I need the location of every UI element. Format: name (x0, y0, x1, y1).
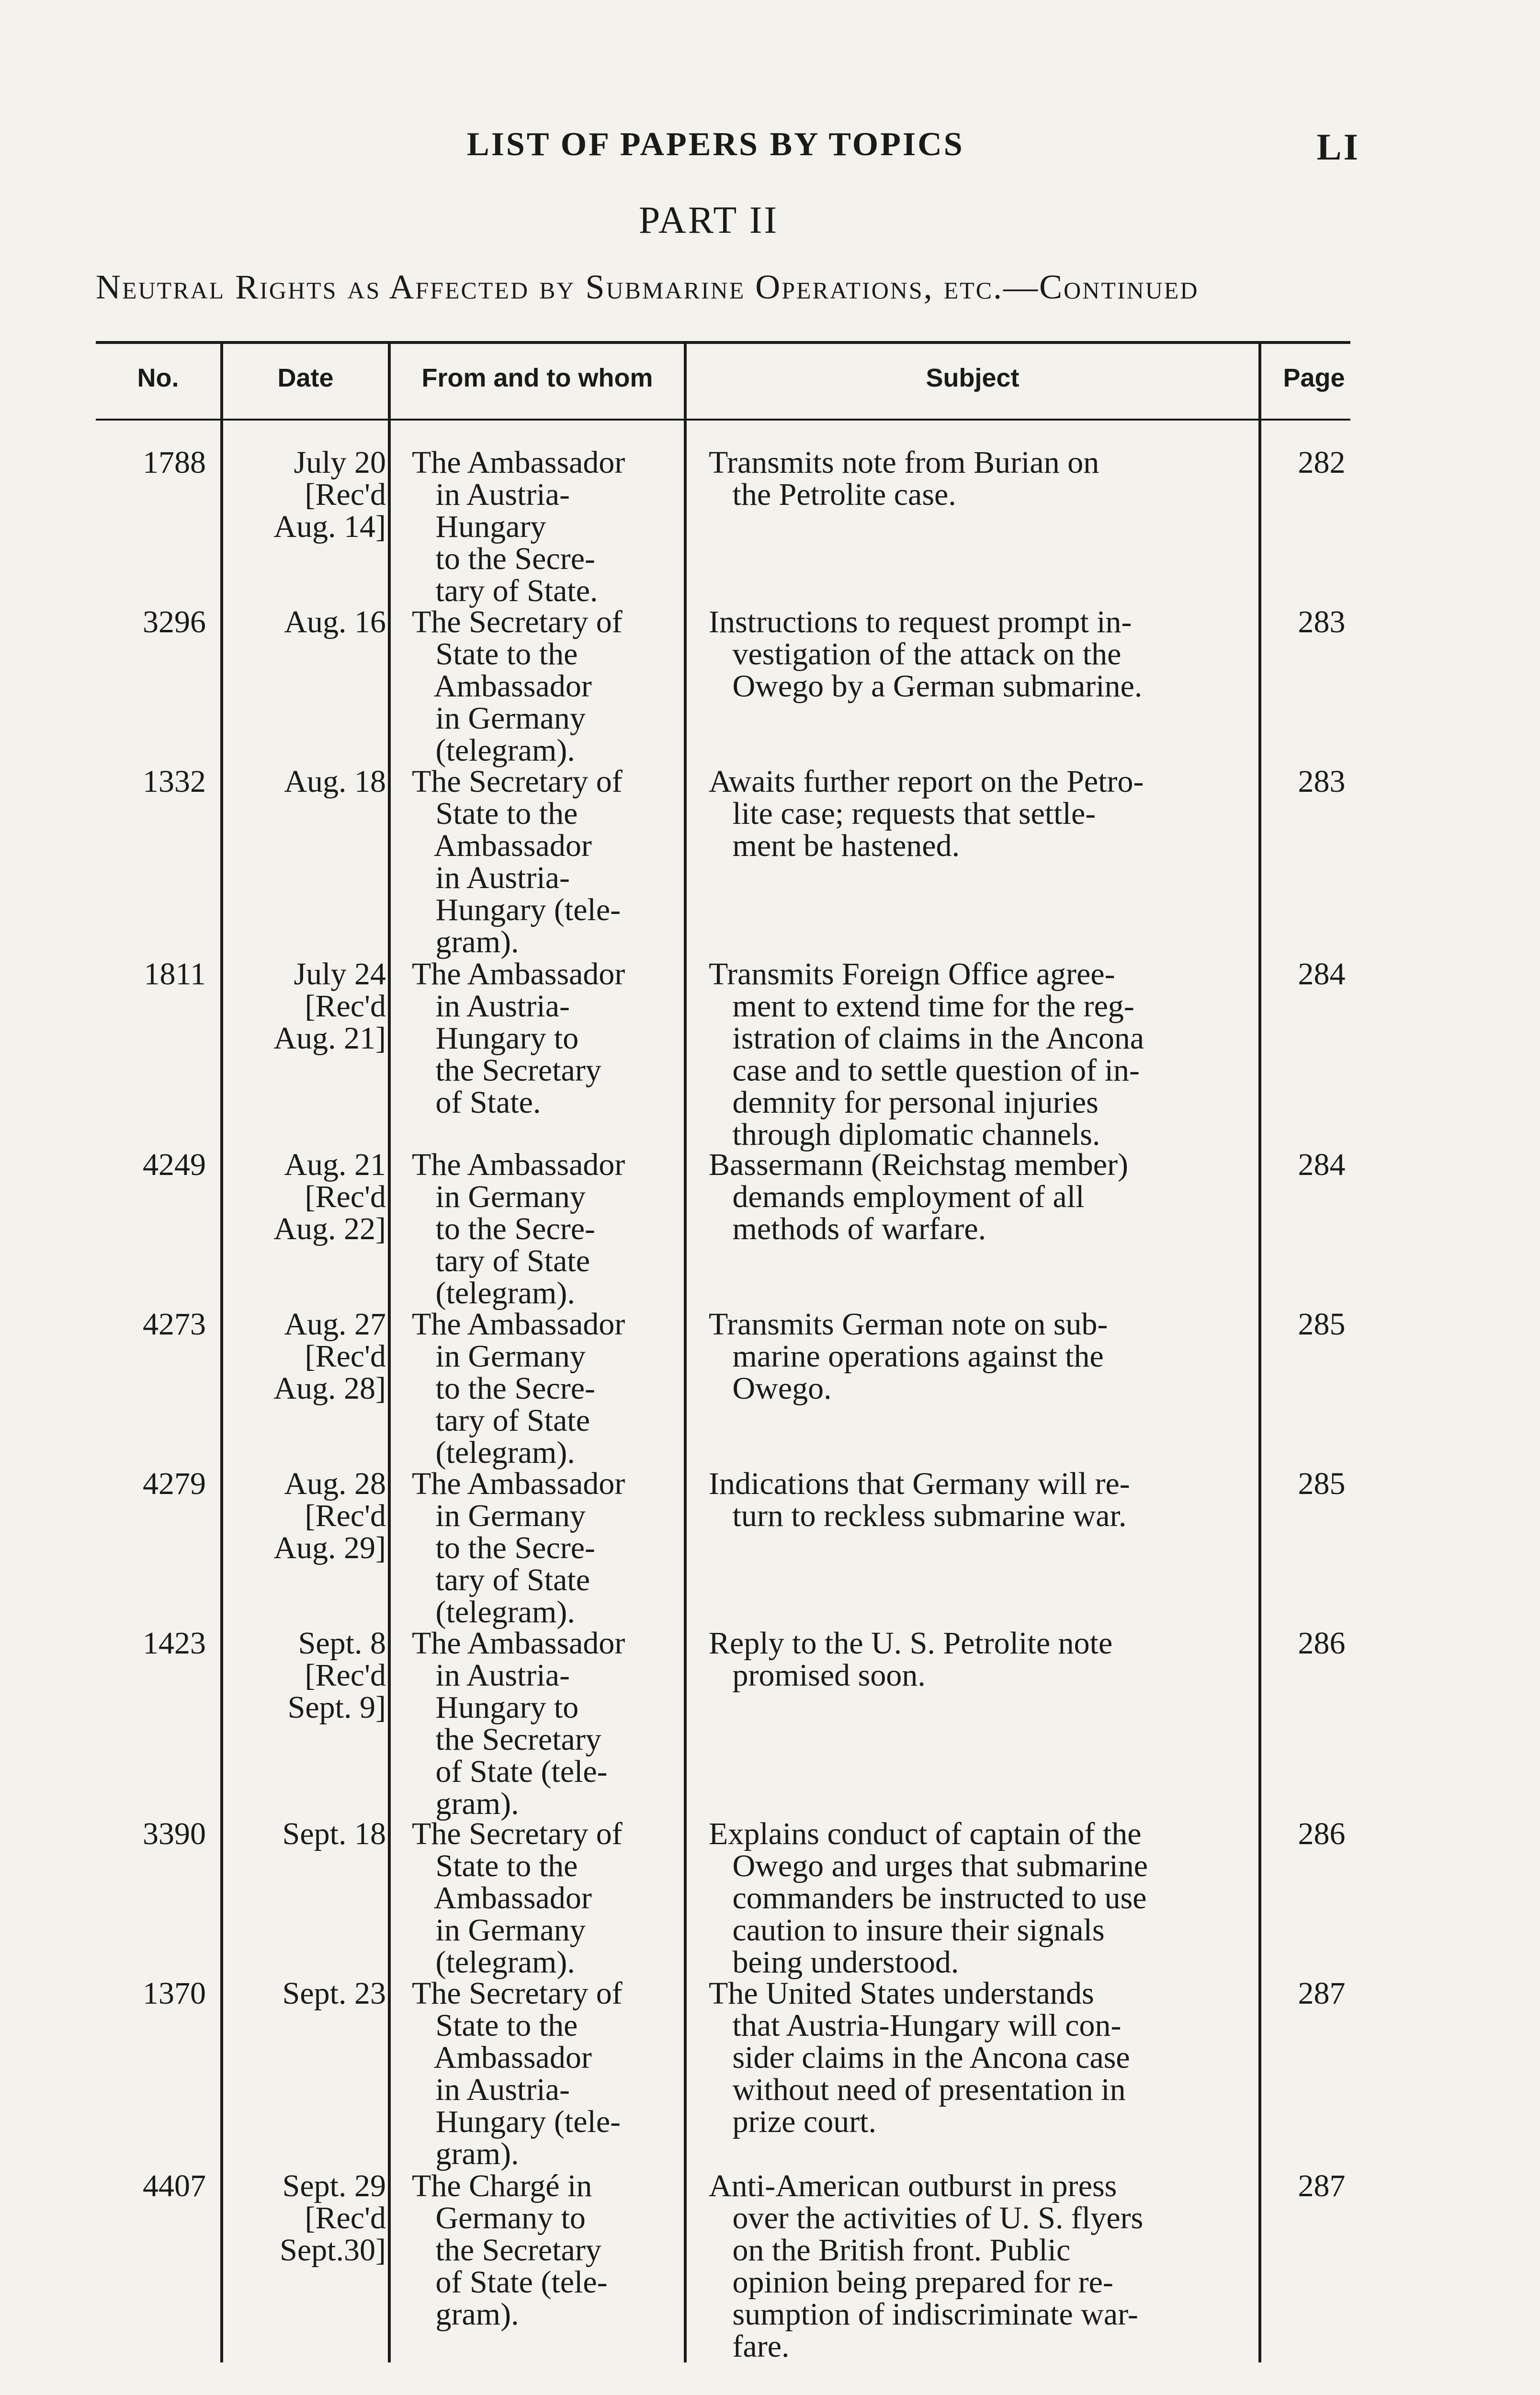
doc-date: Sept. 29 [Rec'd Sept.30] (280, 2168, 386, 2268)
doc-number: 4407 (143, 2168, 206, 2203)
doc-number: 1788 (143, 445, 206, 480)
page-number: LI (1316, 126, 1360, 168)
doc-subject: Transmits note from Burian on the Petrolite case. (709, 445, 1099, 512)
doc-subject: Awaits further report on the Petro- lite case; requests that settle- ment be hastened. (709, 764, 1144, 863)
doc-subject: Instructions to request prompt in- vestigation of the attack on the Owego by a German submarine. (709, 604, 1143, 704)
doc-subject: Anti-American outburst in press over the activities of U. S. flyers on the British front. Public opinion being prepared for re- sumption of indiscriminate war- fare. (709, 2168, 1144, 2364)
doc-page: 287 (1298, 2168, 1346, 2203)
doc-subject: Bassermann (Reichstag member) demands employment of all methods of warfare. (709, 1147, 1129, 1246)
doc-number: 4273 (143, 1307, 206, 1342)
doc-from-to: The Ambassador in Germany to the Secre- tary of State (telegram). (412, 1466, 625, 1630)
doc-number: 1423 (143, 1626, 206, 1661)
doc-from-to: The Chargé in Germany to the Secretary of State (tele- gram). (412, 2168, 608, 2332)
column-header-subject: Subject (926, 364, 1019, 392)
doc-number: 3390 (143, 1816, 206, 1851)
column-header-date: Date (277, 364, 334, 392)
doc-number: 3296 (143, 604, 206, 639)
doc-page: 282 (1298, 445, 1346, 480)
doc-date: Aug. 18 (284, 764, 386, 799)
doc-date: Aug. 21 [Rec'd Aug. 22] (273, 1147, 386, 1246)
doc-number: 4249 (143, 1147, 206, 1182)
column-header-page: Page (1283, 364, 1345, 392)
doc-from-to: The Ambassador in Austria- Hungary to the Secretary of State (tele- gram). (412, 1626, 625, 1821)
doc-date: Sept. 23 (282, 1976, 386, 2011)
doc-page: 284 (1298, 1147, 1346, 1182)
doc-date: Aug. 16 (284, 604, 386, 639)
doc-subject: Explains conduct of captain of the Owego and urges that submarine commanders be instructed to use caution to insure their signals being understood. (709, 1816, 1148, 1980)
doc-date: Aug. 28 [Rec'd Aug. 29] (273, 1466, 386, 1565)
doc-from-to: The Ambassador in Germany to the Secre- tary of State (telegram). (412, 1147, 625, 1311)
doc-page: 284 (1298, 957, 1346, 992)
doc-date: July 24 [Rec'd Aug. 21] (273, 957, 386, 1056)
doc-subject: Reply to the U. S. Petrolite note promised soon. (709, 1626, 1113, 1693)
table-top-rule (96, 341, 1350, 344)
doc-number: 1332 (143, 764, 206, 799)
doc-subject: The United States understands that Austria-Hungary will con- sider claims in the Ancona case without need of presentation in prize court. (709, 1976, 1130, 2139)
doc-date: Sept. 18 (282, 1816, 386, 1851)
doc-subject: Indications that Germany will re- turn to reckless submarine war. (709, 1466, 1130, 1533)
table-header-rule (96, 419, 1350, 421)
doc-page: 285 (1298, 1466, 1346, 1501)
doc-page: 286 (1298, 1816, 1346, 1851)
column-header-from: From and to whom (421, 364, 653, 392)
doc-number: 1370 (143, 1976, 206, 2011)
doc-from-to: The Secretary of State to the Ambassador in Germany (telegram). (412, 604, 623, 768)
doc-page: 285 (1298, 1307, 1346, 1342)
doc-from-to: The Secretary of State to the Ambassador in Germany (telegram). (412, 1816, 623, 1980)
doc-from-to: The Secretary of State to the Ambassador in Austria- Hungary (tele- gram). (412, 1976, 623, 2171)
doc-date: July 20 [Rec'd Aug. 14] (273, 445, 386, 544)
doc-from-to: The Ambassador in Austria- Hungary to the Secretary of State. (412, 957, 625, 1120)
doc-page: 283 (1298, 764, 1346, 799)
doc-page: 287 (1298, 1976, 1346, 2011)
doc-from-to: The Ambassador in Austria- Hungary to the Secre- tary of State. (412, 445, 625, 608)
doc-from-to: The Ambassador in Germany to the Secre- tary of State (telegram). (412, 1307, 625, 1470)
doc-subject: Transmits German note on sub- marine operations against the Owego. (709, 1307, 1108, 1406)
doc-page: 283 (1298, 604, 1346, 639)
doc-date: Sept. 8 [Rec'd Sept. 9] (287, 1626, 386, 1725)
doc-number: 4279 (143, 1466, 206, 1501)
part-title: PART II (638, 199, 779, 241)
column-divider (220, 341, 223, 2362)
doc-number: 1811 (144, 957, 206, 992)
doc-date: Aug. 27 [Rec'd Aug. 28] (273, 1307, 386, 1406)
column-header-no: No. (137, 364, 179, 392)
running-title: LIST OF PAPERS BY TOPICS (467, 126, 964, 163)
topic-title: Neutral Rights as Affected by Submarine Operations, etc.—Continued (96, 268, 1199, 306)
doc-from-to: The Secretary of State to the Ambassador in Austria- Hungary (tele- gram). (412, 764, 623, 959)
doc-page: 286 (1298, 1626, 1346, 1661)
doc-subject: Transmits Foreign Office agree- ment to extend time for the reg- istration of claims in the Ancona case and to settle question of in- demnity for personal injuries through diplomatic channels. (709, 957, 1144, 1152)
